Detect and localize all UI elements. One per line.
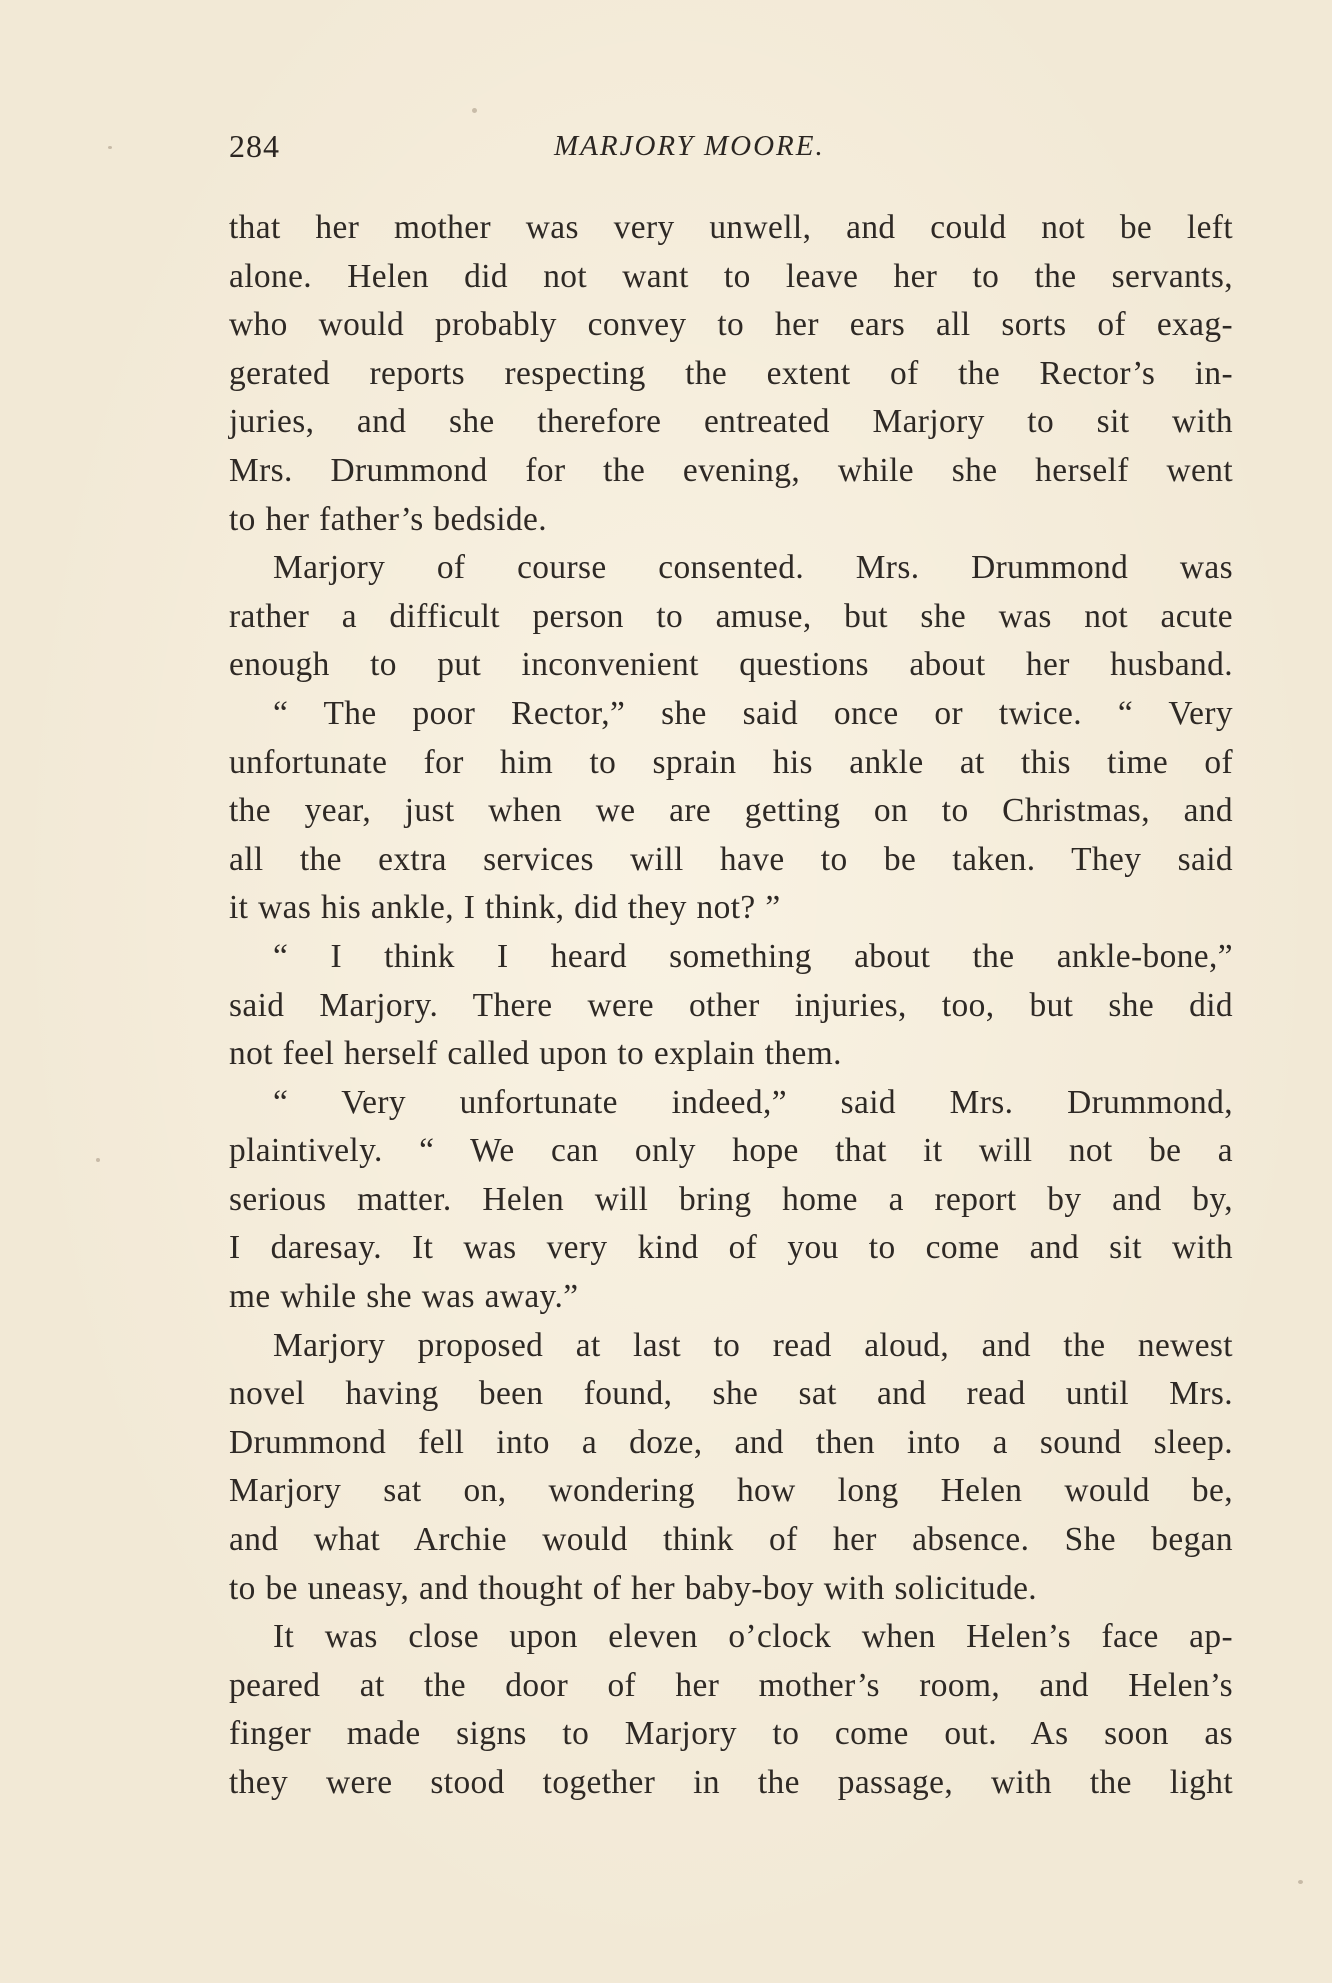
text-line: to her father’s bedside.: [229, 500, 547, 538]
text-line: novel having been found, she sat and read until Mrs.: [229, 1375, 1233, 1413]
text-line: enough to put inconvenient questions about her husband.: [229, 646, 1233, 684]
paper-speck: [1298, 1880, 1303, 1884]
text-line: peared at the door of her mother’s room, and Helen’s: [229, 1666, 1233, 1704]
text-line: alone. Helen did not want to leave her to the servants,: [229, 257, 1233, 295]
text-line: it was his ankle, I think, did they not? ”: [229, 889, 781, 927]
text-line: “ Very unfortunate indeed,” said Mrs. Drummond,: [273, 1083, 1233, 1121]
text-line: “ The poor Rector,” she said once or twice. “ Very: [273, 694, 1233, 732]
text-line: Mrs. Drummond for the evening, while she herself went: [229, 451, 1233, 489]
text-line: serious matter. Helen will bring home a report by and by,: [229, 1180, 1233, 1218]
paper-speck: [108, 146, 112, 149]
text-line: Marjory proposed at last to read aloud, and the newest: [273, 1326, 1233, 1364]
paper-speck: [472, 108, 477, 113]
text-line: “ I think I heard something about the ankle-bone,”: [273, 937, 1233, 975]
text-line: the year, just when we are getting on to Christmas, and: [229, 792, 1233, 830]
text-line: Marjory sat on, wondering how long Helen would be,: [229, 1472, 1233, 1510]
body-text: [229, 204, 1233, 1808]
text-line: Drummond fell into a doze, and then into a sound sleep.: [229, 1423, 1233, 1461]
text-line: not feel herself called upon to explain them.: [229, 1035, 842, 1073]
text-line: they were stood together in the passage, with the light: [229, 1764, 1233, 1801]
running-title: MARJORY MOORE.: [554, 130, 825, 162]
text-line: finger made signs to Marjory to come out. As soon as: [229, 1715, 1233, 1753]
text-line: plaintively. “ We can only hope that it will not be a: [229, 1132, 1233, 1170]
running-head: [229, 128, 1233, 178]
text-line: all the extra services will have to be taken. They said: [229, 840, 1233, 878]
text-line: rather a difficult person to amuse, but she was not acute: [229, 597, 1233, 635]
text-line: who would probably convey to her ears all sorts of exag-: [229, 306, 1233, 344]
text-line: to be uneasy, and thought of her baby-boy with solicitude.: [229, 1569, 1038, 1607]
text-line: me while she was away.”: [229, 1278, 579, 1316]
text-line: gerated reports respecting the extent of the Rector’s in-: [229, 354, 1233, 392]
text-line: that her mother was very unwell, and could not be left: [229, 209, 1233, 246]
text-line: and what Archie would think of her absence. She began: [229, 1521, 1233, 1559]
text-line: unfortunate for him to sprain his ankle at this time of: [229, 743, 1233, 781]
text-line: juries, and she therefore entreated Marjory to sit with: [229, 403, 1233, 441]
text-line: Marjory of course consented. Mrs. Drummond was: [273, 549, 1233, 587]
text-line: I daresay. It was very kind of you to come and sit with: [229, 1229, 1233, 1267]
text-line: said Marjory. There were other injuries, too, but she did: [229, 986, 1233, 1024]
paper-speck: [96, 1158, 100, 1162]
text-line: It was close upon eleven o’clock when Helen’s face ap-: [273, 1618, 1233, 1656]
page-number: 284: [229, 128, 280, 164]
